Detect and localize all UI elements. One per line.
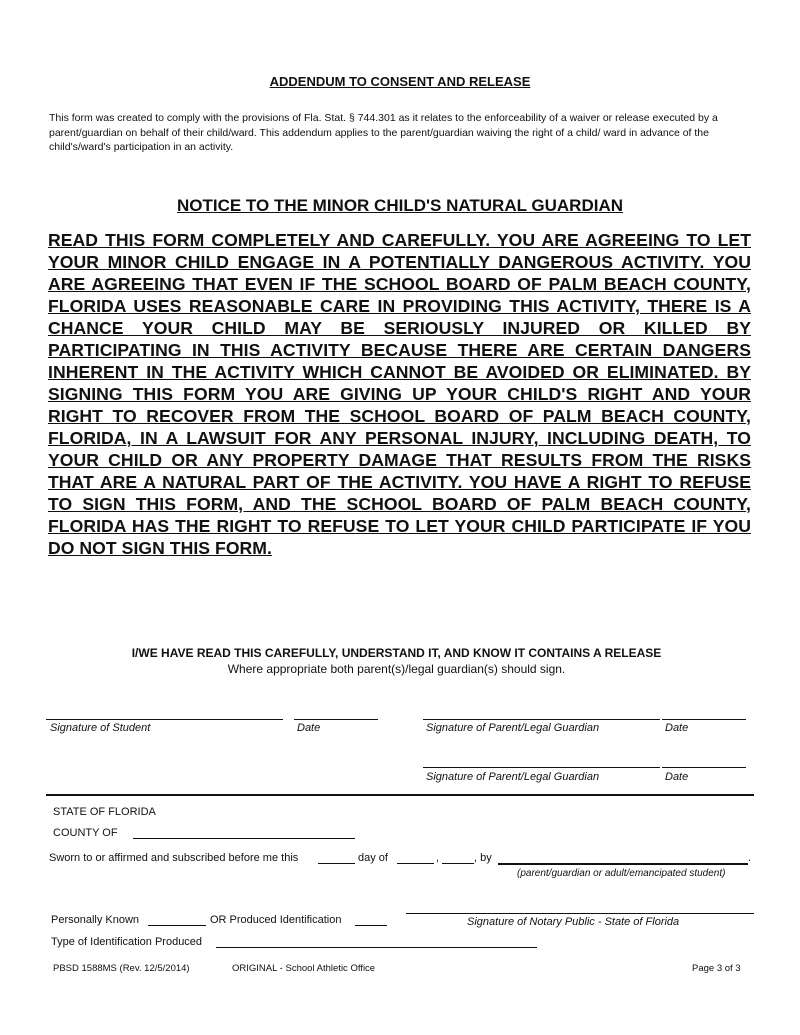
notice-title: NOTICE TO THE MINOR CHILD'S NATURAL GUARDIAN [176,196,624,215]
student-signature-label: Signature of Student [50,722,151,734]
student-date-label: Date [297,722,321,734]
distribution-note: ORIGINAL - School Athletic Office [232,963,376,974]
sworn-comma: , [436,852,440,864]
form-id: PBSD 1588MS (Rev. 12/5/2014) [53,963,190,974]
sworn-month-field[interactable] [397,863,434,864]
parent1-signature-line[interactable] [423,719,660,720]
parent2-signature-label: Signature of Parent/Legal Guardian [426,771,600,783]
sworn-period: . [748,852,752,864]
acknowledgement-subheading: Where appropriate both parent(s)/legal guardian(s) should sign. [227,662,566,676]
who-note: (parent/guardian or adult/emancipated student) [517,868,726,879]
notary-signature-label: Signature of Notary Public - State of Florida [467,916,680,928]
personally-known-label: Personally Known [51,914,140,926]
acknowledgement-heading: I/WE HAVE READ THIS CAREFULLY, UNDERSTAND IT, AND KNOW IT CONTAINS A RELEASE [131,646,662,660]
id-type-label: Type of Identification Produced [51,936,203,948]
parent1-date-line[interactable] [662,719,746,720]
warning-paragraph: READ THIS FORM COMPLETELY AND CAREFULLY. YOU ARE AGREEING TO LET YOUR MINOR CHILD ENGAGE IN A POTENTIALLY DANGEROUS ACTIVITY. YOU ARE AGREEING THAT EVEN IF THE SCHOOL BOARD OF PALM BEACH COUNTY, FLORIDA USES REASONABLE CARE IN PROVIDING THIS ACTIVITY, THERE IS A CHANCE YOUR CHILD MAY BE SERIOUSLY INJURED OR KILLED BY PARTICIPATING IN THIS ACTIVITY BECAUSE THERE ARE CERTAIN DANGERS INHERENT IN THE ACTIVITY WHICH CANNOT BE AVOIDED OR ELIMINATED. BY SIGNING THIS FORM YOU ARE GIVING UP YOUR CHILD'S RIGHT AND YOUR RIGHT TO RECOVER FROM THE SCHOOL BOARD OF PALM BEACH COUNTY, FLORIDA, IN A LAWSUIT FOR ANY PERSONAL INJURY, INCLUDING DEATH, TO YOUR CHILD OR ANY PROPERTY DAMAGE THAT RESULTS FROM THE RISKS THAT ARE A NATURAL PART OF THE ACTIVITY. YOU HAVE A RIGHT TO REFUSE TO SIGN THIS FORM, AND THE SCHOOL BOARD OF PALM BEACH COUNTY, FLORIDA HAS THE RIGHT TO REFUSE TO LET YOUR CHILD PARTICIPATE IF YOU DO NOT SIGN THIS FORM. [48,230,751,558]
sworn-by: , by [474,852,492,864]
parent2-date-line[interactable] [662,767,746,768]
form-title: ADDENDUM TO CONSENT AND RELEASE [269,74,531,89]
sworn-statement-start: Sworn to or affirmed and subscribed before me this [49,852,299,864]
sworn-day-field[interactable] [318,863,355,864]
produced-id-label: OR Produced Identification [210,914,342,926]
sworn-name-field[interactable] [498,863,748,865]
state-label: STATE OF FLORIDA [53,806,156,818]
notary-divider [46,794,754,796]
student-date-line[interactable] [294,719,378,720]
personally-known-field[interactable] [148,925,206,926]
intro-paragraph: This form was created to comply with the provisions of Fla. Stat. § 744.301 as it relates to the enforceability of a waiver or release executed by a parent/guardian on behalf of their child/ward. This addendum applies to the parent/guardian waiving the right of a child/ ward in advance of the child's/ward's participation in an activity. [49,112,718,153]
sworn-day-of: day of [358,852,388,864]
sworn-year-field[interactable] [442,863,474,864]
parent2-date-label: Date [665,771,689,783]
parent1-date-label: Date [665,722,689,734]
notary-signature-line[interactable] [406,913,754,914]
county-field[interactable] [133,838,355,839]
page-number: Page 3 of 3 [692,963,741,974]
produced-id-field[interactable] [355,925,387,926]
id-type-field[interactable] [216,947,537,948]
parent2-signature-line[interactable] [423,767,660,768]
county-label: COUNTY OF [53,827,118,839]
parent1-signature-label: Signature of Parent/Legal Guardian [426,722,600,734]
student-signature-line[interactable] [46,719,283,720]
